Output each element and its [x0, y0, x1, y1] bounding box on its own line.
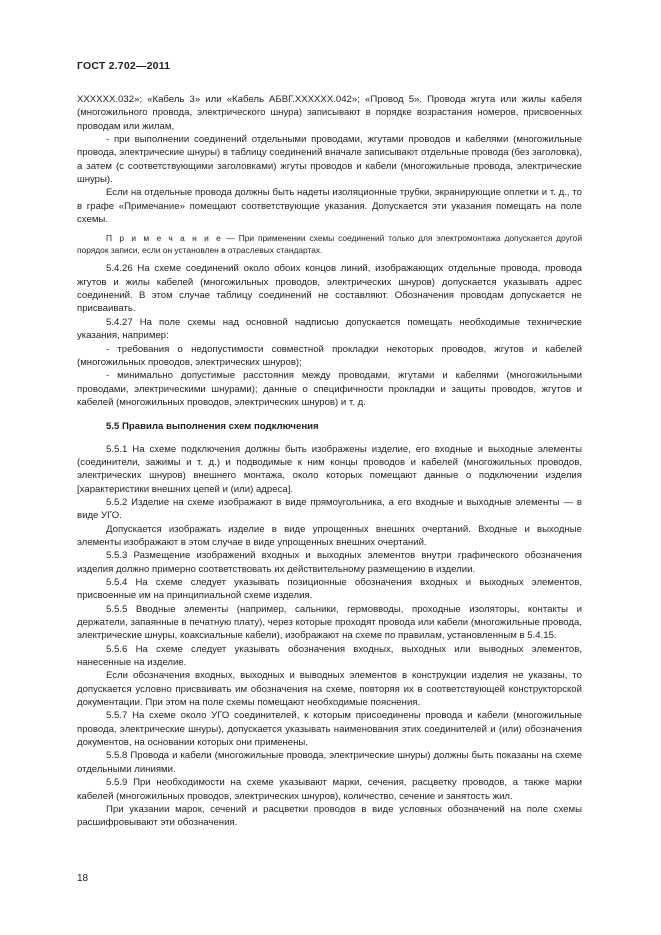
paragraph: 5.5.5 Вводные элементы (например, сальники, гермовводы, проходные изоляторы, контакты и держатели, запаянные в печатную плату), через которые проходят провода или кабели (многожильные провода, электрические шнуры, коаксиальные кабели), изображают на схеме по правилам, установленным в 5.4.15.	[77, 603, 582, 642]
note	[77, 232, 582, 256]
section-heading: 5.5 Правила выполнения схем подключения	[106, 421, 319, 433]
list-item: - минимально допустимые расстояния между проводами, жгутами и кабелями (многожильными проводами, электрическими шнурами); данные о специфичности прокладки и защиты проводов, жгутов и кабелей (многожильных проводов, электрических шнуров) и т. д.	[77, 370, 582, 408]
paragraph: 5.5.8 Провода и кабели (многожильные провода, электрические шнуры) должны быть показаны на схеме отдельными линиями.	[77, 750, 582, 775]
paragraph: ХХХХХХ.032»; «Кабель 3» или «Кабель АБВГ.ХХХХХХ.042»; «Провод 5». Провода жгута или жилы кабеля (многожильного провода, электрического шнура) записывают в порядке возрастания номеров, присвоенных проводам или жилам,	[77, 94, 582, 132]
paragraph: 5.4.27 На поле схемы над основной надписью допускается помещать необходимые технические указания, например:	[77, 316, 582, 342]
paragraph: 5.5.1 На схеме подключения должны быть изображены изделие, его входные и выходные элементы (соединители, зажимы и т. д.) и подводимые к ним концы проводов и кабелей (многожильных проводов, электрических шнуров) внешнего монтажа, около которых помещают данные о подключении изделия [характеристики внешних цепей и (или) адреса].	[77, 443, 582, 495]
document-code-header: ГОСТ 2.702—2011	[77, 60, 171, 72]
document-body	[77, 93, 582, 830]
paragraph: - при выполнении соединений отдельными проводами, жгутами проводов и кабелями (многожильные провода, электрические шнуры) в таблицу соединений вначале записывают отдельные провода (без заголовка), а затем (с соответствующими заголовками) жгуты проводов и кабели (многожильные провода, электрические шнуры).	[77, 134, 582, 186]
paragraph: 5.4.26 На схеме соединений около обоих концов линий, изображающих отдельные провода, провода жгутов и жилы кабелей (многожильных проводов, электрических шнуров) допускается указывать адрес соединений. В этом случае таблицу соединений не составляют. Обозначения проводам допускается не присваивать.	[77, 263, 582, 315]
list-item: - требования о недопустимости совместной прокладки некоторых проводов, жгутов и кабелей (многожильных проводов, электрических шнуров);	[77, 343, 582, 368]
paragraph: 5.5.7 На схеме около УГО соединителей, к которым присоединены провода и кабели (многожильные провода, электрические шнуры), допускается указывать наименования этих соединителей и (или) обозначения документов, на основании которых они применены.	[77, 710, 582, 749]
paragraph: 5.5.4 На схеме следует указывать позиционные обозначения входных и выходных элементов, присвоенные им на принципиальной схеме изделия.	[77, 577, 582, 602]
paragraph: При указании марок, сечений и расцветки проводов в виде условных обозначений на поле схемы расшифровывают эти обозначения.	[77, 803, 582, 829]
note-text: — При применении схемы соединений только для электромонтажа допускается другой порядок записи, если он установлен в отраслевых стандартах.	[77, 233, 583, 256]
paragraph: Если обозначения входных, выходных и выводных элементов в конструкции изделия не указаны, то допускается условно присваивать им обозначения на схеме, повторяя их в соответствующей конструкторской документации. При этом на поле схемы помещают необходимые пояснения.	[77, 670, 582, 709]
page-number: 18	[77, 873, 89, 884]
paragraph: 5.5.2 Изделие на схеме изображают в виде прямоугольника, а его входные и выходные элементы — в виде УГО.	[77, 496, 582, 522]
paragraph: 5.5.3 Размещение изображений входных и выходных элементов внутри графического обозначения изделия должно примерно соответствовать их действительному размещению в изделии.	[77, 550, 582, 575]
paragraph: 5.5.6 На схеме следует указывать обозначения входных, выходных или выводных элементов, нанесенные на изделие.	[77, 643, 582, 669]
paragraph: 5.5.9 При необходимости на схеме указывают марки, сечения, расцветку проводов, а также марки кабелей (многожильных проводов, электрических шнуров), количество, сечение и занятость жил.	[77, 777, 582, 802]
paragraph: Допускается изображать изделие в виде упрощенных внешних очертаний. Входные и выходные элементы изображают в этом случае в виде упрощенных внешних очертаний.	[77, 523, 582, 548]
note-label: П р и м е ч а н и е	[106, 233, 223, 244]
paragraph: Если на отдельные провода должны быть надеты изоляционные трубки, экранирующие оплетки и т. д., то в графе «Примечание» помещают соответствующие указания. Допускается эти указания помещать на поле схемы.	[77, 187, 582, 226]
